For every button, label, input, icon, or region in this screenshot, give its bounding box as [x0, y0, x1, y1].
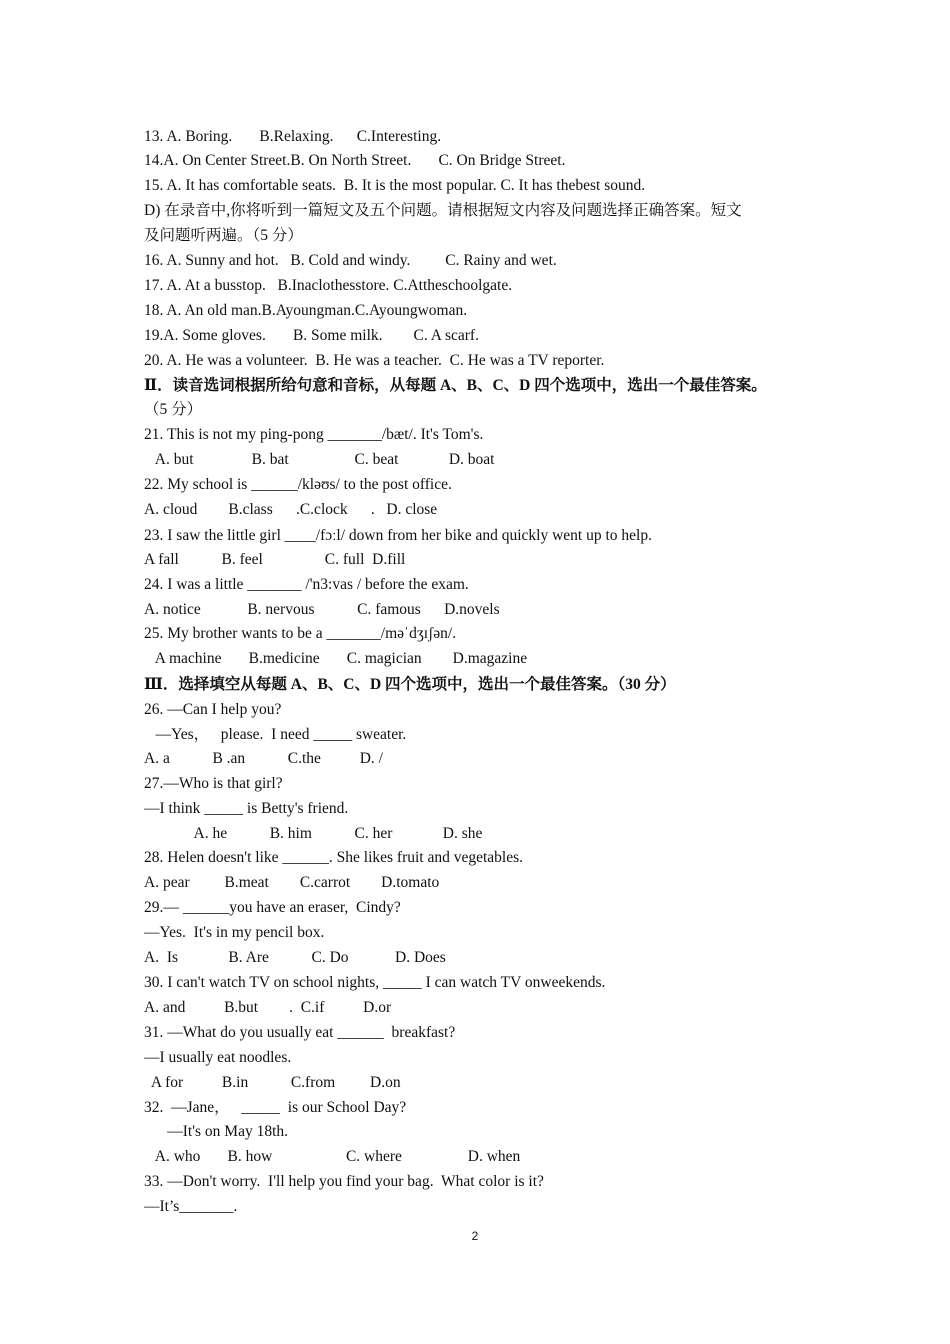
- section-3-heading: Ⅲ．选择填空从每题 A、B、C、D 四个选项中，选出一个最佳答案。（30 分）: [144, 676, 676, 693]
- q33-reply: —It’s_______.: [144, 1198, 238, 1215]
- q21-stem: 21. This is not my ping-pong _______/bæt/. It's Tom's.: [144, 426, 484, 443]
- q29-options: A. Is B. Are C. Do D. Does: [144, 949, 446, 966]
- q32-reply: —It's on May 18th.: [144, 1123, 289, 1140]
- q26-options: A. a B .an C.the D. /: [144, 750, 383, 767]
- q25-stem: 25. My brother wants to be a _______/məˈdʒɪʃən/.: [144, 625, 457, 642]
- q27-stem: 27.—Who is that girl?: [144, 775, 283, 792]
- q30-stem: 30. I can't watch TV on school nights, _____ I can watch TV onweekends.: [144, 974, 606, 991]
- q32-stem: 32. —Jane， _____ is our School Day?: [144, 1099, 407, 1116]
- q22-stem: 22. My school is ______/kləʊs/ to the post office.: [144, 476, 452, 493]
- q23-stem: 23. I saw the little girl ____/fɔːl/ down from her bike and quickly went up to help.: [144, 527, 652, 544]
- q23-options: A fall B. feel C. full D.fill: [144, 551, 406, 568]
- q25-options: A machine B.medicine C. magician D.magazine: [144, 650, 528, 667]
- q28-options: A. pear B.meat C.carrot D.tomato: [144, 874, 440, 891]
- q29-reply: —Yes. It's in my pencil box.: [144, 924, 325, 941]
- q17-options: 17. A. At a busstop. B.Inaclothesstore. C.Attheschoolgate.: [144, 277, 513, 294]
- q30-options: A. and B.but . C.if D.or: [144, 999, 392, 1016]
- q19-options: 19.A. Some gloves. B. Some milk. C. A scarf.: [144, 327, 479, 344]
- q24-options: A. notice B. nervous C. famous D.novels: [144, 601, 500, 618]
- q27-options: A. he B. him C. her D. she: [144, 825, 483, 842]
- q21-options: A. but B. bat C. beat D. boat: [144, 451, 495, 468]
- q18-options: 18. A. An old man.B.Ayoungman.C.Ayoungwoman.: [144, 302, 468, 319]
- q32-options: A. who B. how C. where D. when: [144, 1148, 521, 1165]
- section-2-points: （5 分）: [144, 401, 203, 418]
- q20-options: 20. A. He was a volunteer. B. He was a teacher. C. He was a TV reporter.: [144, 352, 605, 369]
- q31-options: A for B.in C.from D.on: [144, 1074, 401, 1091]
- q29-stem: 29.— ______you have an eraser, Cindy?: [144, 899, 401, 916]
- q26-reply: —Yes， please. I need _____ sweater.: [144, 726, 407, 743]
- q31-reply: —I usually eat noodles.: [144, 1049, 292, 1066]
- q28-stem: 28. Helen doesn't like ______. She likes fruit and vegetables.: [144, 849, 524, 866]
- q27-reply: —I think _____ is Betty's friend.: [144, 800, 349, 817]
- q13-options: 13. A. Boring. B.Relaxing. C.Interesting.: [144, 128, 442, 145]
- q31-stem: 31. —What do you usually eat ______ breakfast?: [144, 1024, 456, 1041]
- page-number: 2: [471, 1229, 479, 1243]
- section-2-heading: Ⅱ．读音选词根据所给句意和音标，从每题 A、B、C、D 四个选项中，选出一个最佳答案。: [144, 377, 767, 394]
- q26-stem: 26. —Can I help you?: [144, 701, 282, 718]
- section-d-instructions-cont: 及问题听两遍。（5 分）: [144, 227, 303, 244]
- q24-stem: 24. I was a little _______ /'n3:vas / before the exam.: [144, 576, 469, 593]
- q16-options: 16. A. Sunny and hot. B. Cold and windy. C. Rainy and wet.: [144, 252, 557, 269]
- q22-options: A. cloud B.class .C.clock . D. close: [144, 501, 438, 518]
- q14-options: 14.A. On Center Street.B. On North Street. C. On Bridge Street.: [144, 152, 566, 169]
- q15-options: 15. A. It has comfortable seats. B. It is the most popular. C. It has thebest sound.: [144, 177, 646, 194]
- section-d-instructions: D) 在录音中,你将听到一篇短文及五个问题。请根据短文内容及问题选择正确答案。短文: [144, 202, 742, 219]
- q33-stem: 33. —Don't worry. I'll help you find your bag. What color is it?: [144, 1173, 544, 1190]
